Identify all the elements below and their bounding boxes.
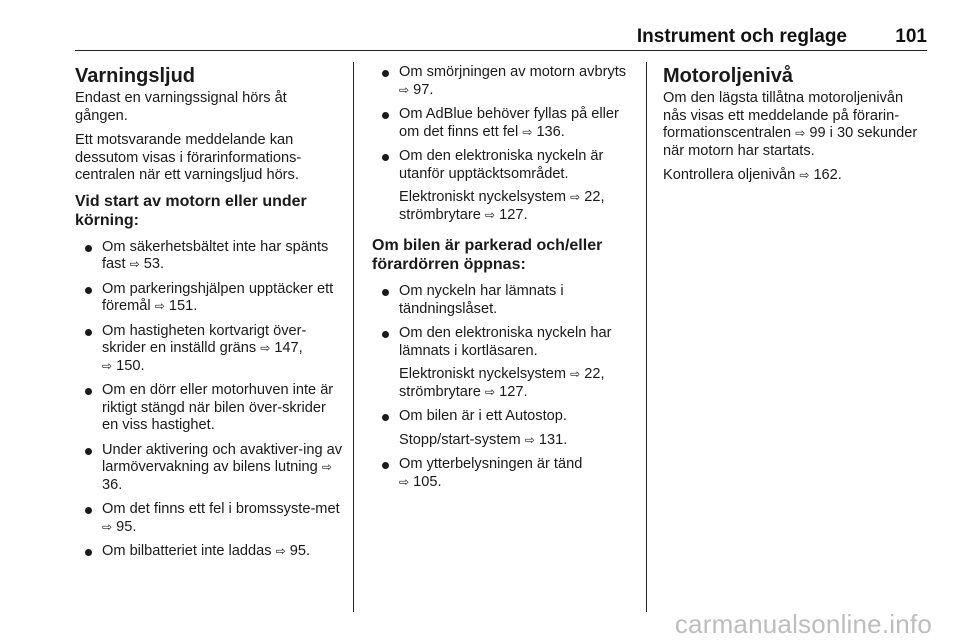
- list-item: Om bilbatteriet inte laddas ⇨ 95.: [75, 543, 343, 561]
- section-title: Instrument och reglage: [636, 26, 847, 47]
- column-2: [372, 64, 636, 498]
- page-ref[interactable]: 97.: [413, 81, 434, 98]
- page-ref[interactable]: 95.: [116, 518, 137, 535]
- paragraph: Ett motsvarande meddelande kan dessutom visas i förarinformations-centralen när ett varningsljud hörs.: [75, 132, 302, 183]
- page-ref[interactable]: 150.: [116, 357, 145, 374]
- subheading-start: Vid start av motorn eller under körning:: [75, 192, 307, 229]
- page-ref[interactable]: 53.: [143, 256, 165, 272]
- ref-arrow-icon: ⇨: [570, 367, 581, 381]
- ref-arrow-icon: ⇨: [102, 519, 113, 534]
- page-ref[interactable]: 136.: [536, 123, 565, 140]
- page-ref[interactable]: 127.: [499, 206, 528, 223]
- ref-arrow-icon: ⇨: [275, 544, 286, 558]
- page-ref[interactable]: 162.: [813, 167, 842, 183]
- ref-arrow-icon: ⇨: [570, 190, 581, 204]
- ref-arrow-icon: ⇨: [321, 460, 332, 474]
- column-3: [663, 64, 928, 192]
- list-item: Om ytterbelysningen är tänd ⇨ 105.: [372, 456, 636, 491]
- column-1: [75, 64, 343, 568]
- page-ref[interactable]: 36.: [102, 476, 123, 493]
- list-item: Om hastigheten kortvarigt över-skrider en inställd gräns ⇨ 147, ⇨ 150.: [75, 323, 343, 376]
- ref-arrow-icon: ⇨: [399, 82, 410, 97]
- ref-arrow-icon: ⇨: [522, 124, 533, 139]
- list-item: Under aktivering och avaktiver-ing av larmövervakning av bilens lutning ⇨ 36.: [75, 442, 343, 495]
- ref-arrow-icon: ⇨: [484, 207, 496, 222]
- list-item: Om den elektroniska nyckeln är utanför upptäcktsområdet. Elektroniskt nyckelsystem ⇨ 22, strömbrytare ⇨ 127.: [372, 148, 636, 224]
- page-ref[interactable]: 105.: [413, 473, 442, 490]
- sub-reference: Stopp/start-system ⇨ 131.: [399, 431, 568, 448]
- ref-arrow-icon: ⇨: [795, 126, 806, 140]
- ref-arrow-icon: ⇨: [129, 257, 140, 271]
- page-ref[interactable]: 95.: [289, 543, 311, 559]
- list-item: Om nyckeln har lämnats i tändningslåset.: [372, 283, 636, 318]
- page-ref[interactable]: 151.: [168, 298, 198, 314]
- page-ref[interactable]: 147,: [274, 340, 303, 356]
- page-ref[interactable]: 22,: [584, 189, 605, 205]
- ref-arrow-icon: ⇨: [154, 299, 165, 313]
- page-ref[interactable]: 22,: [584, 366, 605, 382]
- sub-reference: Elektroniskt nyckelsystem ⇨ 22, strömbrytare ⇨ 127.: [399, 189, 605, 223]
- watermark: carmanualsonline.info: [674, 609, 932, 639]
- list-item: Om det finns ett fel i bromssyste-met ⇨ 95.: [75, 501, 343, 536]
- column-divider: [353, 62, 354, 612]
- column-divider: [646, 62, 647, 612]
- list-item: Om parkeringshjälpen upptäcker ett föremål ⇨ 151.: [75, 281, 343, 316]
- list-item: Om en dörr eller motorhuven inte är riktigt stängd när bilen över-skrider en viss hastighet.: [75, 382, 343, 435]
- ref-arrow-icon: ⇨: [260, 341, 271, 355]
- list-item: Om bilen är i ett Autostop. Stopp/start-system ⇨ 131.: [372, 408, 636, 449]
- sub-reference: Elektroniskt nyckelsystem ⇨ 22, strömbrytare ⇨ 127.: [399, 366, 605, 400]
- parked-warning-list: [372, 283, 636, 491]
- list-item: Om smörjningen av motorn avbryts ⇨ 97.: [372, 64, 636, 99]
- ref-arrow-icon: ⇨: [102, 358, 113, 373]
- list-item: Om den elektroniska nyckeln har lämnats i kortläsaren. Elektroniskt nyckelsystem ⇨ 22, strömbrytare ⇨ 127.: [372, 325, 636, 401]
- subheading-parked: Om bilen är parkerad och/eller förardörren öppnas:: [372, 237, 603, 273]
- warning-list-continued: [372, 64, 636, 224]
- page-ref[interactable]: 127.: [499, 383, 528, 400]
- heading-motoroljeniva: Motoroljenivå: [663, 65, 794, 87]
- ref-arrow-icon: ⇨: [524, 432, 535, 447]
- ref-arrow-icon: ⇨: [484, 384, 496, 399]
- list-item: Om säkerhetsbältet inte har spänts fast ⇨ 53.: [75, 239, 343, 274]
- paragraph: Kontrollera oljenivån ⇨ 162.: [663, 167, 842, 183]
- list-item: Om AdBlue behöver fyllas på eller om det finns ett fel ⇨ 136.: [372, 106, 636, 141]
- warning-list: [75, 239, 343, 561]
- ref-arrow-icon: ⇨: [399, 474, 410, 489]
- heading-varningsljud: Varningsljud: [75, 65, 196, 87]
- page-ref[interactable]: 131.: [538, 431, 568, 448]
- ref-arrow-icon: ⇨: [799, 168, 810, 182]
- paragraph: Endast en varningssignal hörs åt gången.: [75, 90, 287, 124]
- page-number: 101: [895, 26, 927, 47]
- paragraph: Om den lägsta tillåtna motoroljenivån nås visas ett meddelande på förarin-formationscentralen ⇨ 99 i 30 sekunder när motorn har startats.: [663, 90, 918, 159]
- page-ref[interactable]: 99: [809, 125, 826, 141]
- page-header: [75, 26, 927, 51]
